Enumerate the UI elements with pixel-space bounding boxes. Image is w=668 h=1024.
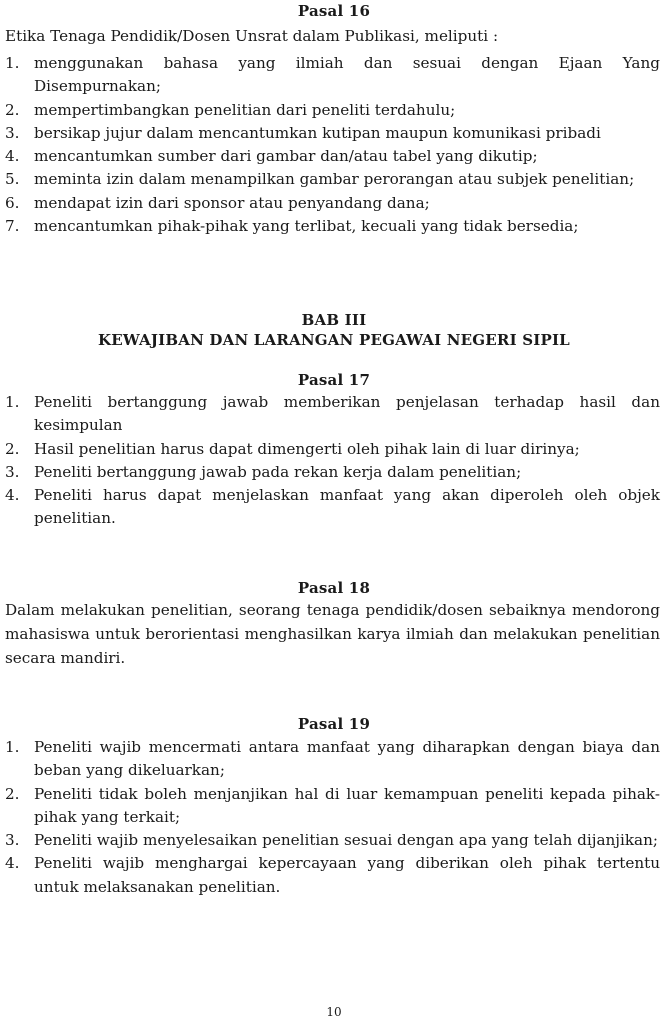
page-number: 10 [326,1005,342,1019]
list-number: 5. [5,170,20,189]
list-number: 1. [5,54,20,72]
list-item [5,215,660,238]
pasal-17-title: Pasal 17 [297,371,371,389]
list-item [5,461,660,484]
list-text: mempertimbangkan penelitian dari peneliti terdahulu; [34,100,456,119]
list-text: Hasil penelitian harus dapat dimengerti oleh pihak lain di luar dirinya; [34,439,580,458]
list-number: 2. [5,784,20,803]
list-number: 3. [5,831,20,850]
list-number: 3. [5,462,20,481]
list-text: Peneliti bertanggung jawab pada rekan kerja dalam penelitian; [34,462,522,481]
pasal-19-list [5,736,660,899]
chapter-subtitle: KEWAJIBAN DAN LARANGAN PEGAWAI NEGERI SIPIL [98,331,570,349]
pasal-18-title: Pasal 18 [297,579,371,597]
list-number: 2. [5,439,20,458]
list-item [5,783,660,830]
list-item [5,829,660,852]
list-text: meminta izin dalam menampilkan gambar perorangan atau subjek penelitian; [34,170,635,189]
list-number: 6. [5,193,20,212]
pasal-19-title: Pasal 19 [297,715,371,733]
list-text: bersikap jujur dalam mencantumkan kutipan maupun komunikasi pribadi [34,123,601,142]
pasal-16-title: Pasal 16 [297,2,371,20]
list-number: 3. [5,123,20,142]
list-item [5,852,660,899]
list-item [5,122,660,145]
list-item [5,52,660,99]
list-text: Peneliti wajib mencermati antara manfaat yang diharapkan dengan biaya dan beban yang dikeluarkan; [34,738,660,780]
pasal-16-list [5,52,660,238]
pasal-17-list [5,391,660,531]
list-item [5,484,660,531]
list-text: menggunakan bahasa yang ilmiah dan sesuai dengan Ejaan Yang Disempurnakan; [34,54,660,96]
list-text: Peneliti wajib menghargai kepercayaan yang diberikan oleh pihak tertentu untuk melaksanakan penelitian. [34,854,660,896]
list-number: 2. [5,100,20,119]
list-number: 4. [5,486,20,505]
list-number: 7. [5,217,20,236]
list-item [5,145,660,168]
list-text: Peneliti wajib menyelesaikan penelitian sesuai dengan apa yang telah dijanjikan; [34,831,658,850]
pasal-16-intro: Etika Tenaga Pendidik/Dosen Unsrat dalam Publikasi, meliputi : [5,27,499,45]
list-number: 1. [5,393,20,411]
list-item [5,391,660,438]
list-number: 4. [5,147,20,166]
list-number: 4. [5,854,20,873]
chapter-title: BAB III [301,311,367,329]
list-item [5,192,660,215]
list-text: mendapat izin dari sponsor atau penyandang dana; [34,193,430,212]
list-text: Peneliti bertanggung jawab memberikan penjelasan terhadap hasil dan kesimpulan [34,393,660,435]
list-item [5,736,660,783]
list-text: mencantumkan sumber dari gambar dan/atau tabel yang dikutip; [34,147,538,166]
list-number: 1. [5,738,20,756]
list-item [5,99,660,122]
list-item [5,438,660,461]
list-item [5,168,660,191]
pasal-18-body: Dalam melakukan penelitian, seorang tenaga pendidik/dosen sebaiknya mendorong mahasiswa untuk berorientasi menghasilkan karya ilmiah dan melakukan penelitian secara mandiri. [5,601,660,667]
list-text: mencantumkan pihak-pihak yang terlibat, kecuali yang tidak bersedia; [34,217,579,236]
list-text: Peneliti harus dapat menjelaskan manfaat yang akan diperoleh oleh objek penelitian. [34,486,660,528]
list-text: Peneliti tidak boleh menjanjikan hal di luar kemampuan peneliti kepada pihak-pihak yang terkait; [34,784,660,826]
